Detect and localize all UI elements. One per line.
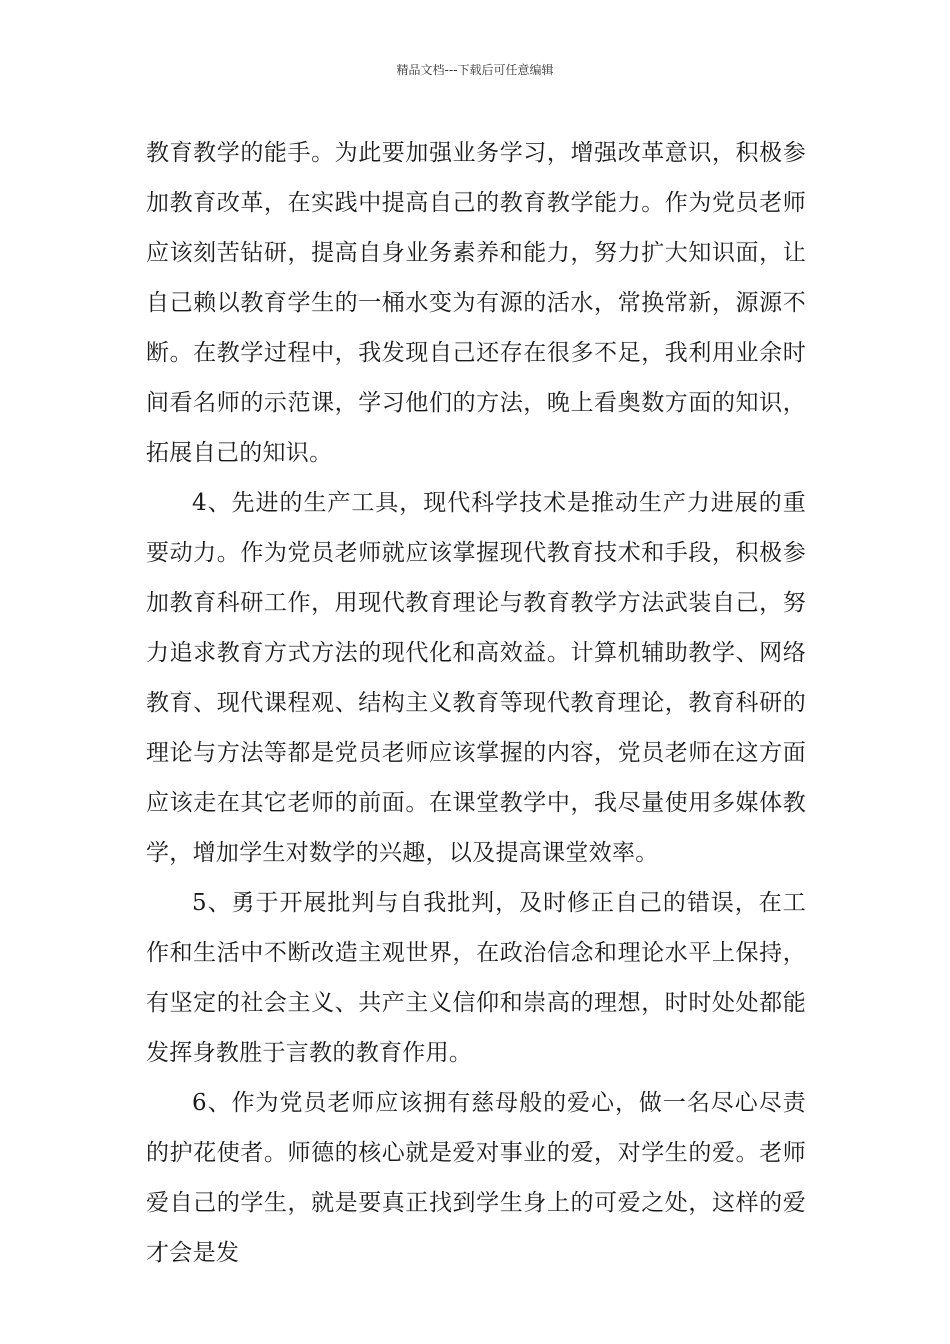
paragraph-continuation: 教育教学的能手。为此要加强业务学习，增强改革意识，积极参加教育改革，在实践中提高自己的教育教学能力。作为党员老师应该刻苦钻研，提高自身业务素养和能力，努力扩大知识面，让自己赖以教育学生的一桶水变为有源的活水，常换常新，源源不断。在教学过程中，我发现自己还存在很多不足，我利用业余时间看名师的示范课，学习他们的方法，晚上看奥数方面的知识，拓展自己的知识。: [146, 140, 806, 466]
page-header: 精品文档---下载后可任意编辑: [396, 63, 554, 77]
paragraph-item-4: 4、先进的生产工具，现代科学技术是推动生产力进展的重要动力。作为党员老师就应该掌握现代教育技术和手段，积极参加教育科研工作，用现代教育理论与教育教学方法武装自己，努力追求教育方式方法的现代化和高效益。计算机辅助教学、网络教育、现代课程观、结构主义教育等现代教育理论，教育科研的理论与方法等都是党员老师应该掌握的内容，党员老师在这方面应该走在其它老师的前面。在课堂教学中，我尽量使用多媒体教学，增加学生对数学的兴趣，以及提高课堂效率。: [146, 490, 806, 866]
paragraph-item-6: 6、作为党员老师应该拥有慈母般的爱心，做一名尽心尽责的护花使者。师德的核心就是爱对事业的爱，对学生的爱。老师爱自己的学生，就是要真正找到学生身上的可爱之处，这样的爱才会是发: [146, 1090, 806, 1266]
document-body: [146, 128, 806, 1278]
paragraph-item-5: 5、勇于开展批判与自我批判，及时修正自己的错误，在工作和生活中不断改造主观世界，在政治信念和理论水平上保持，有坚定的社会主义、共产主义信仰和崇高的理想，时时处处都能发挥身教胜于言教的教育作用。: [146, 890, 806, 1066]
